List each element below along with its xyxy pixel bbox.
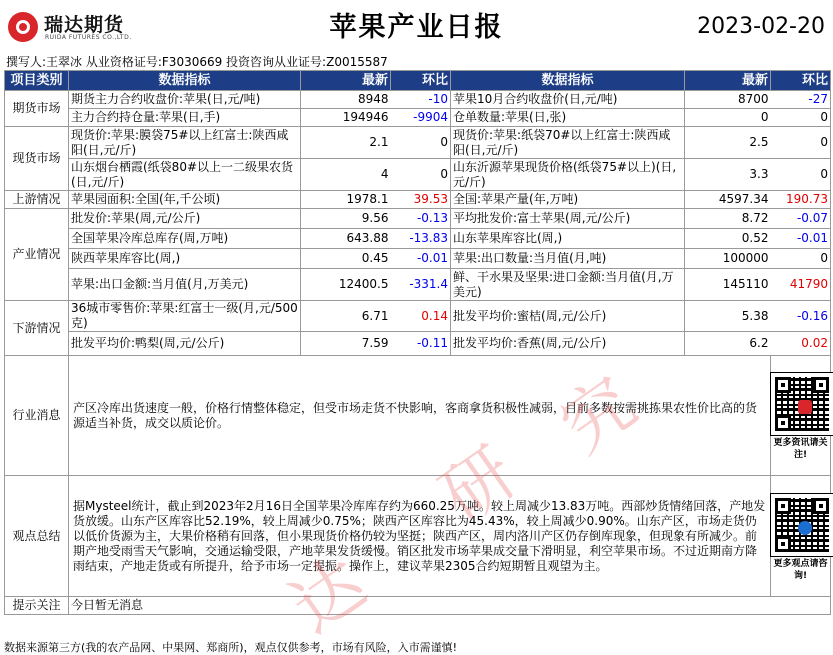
table-row <box>5 229 831 249</box>
col-indicator-left: 数据指标 <box>69 71 301 91</box>
table-row <box>5 301 831 332</box>
watermark: 究 <box>545 361 651 469</box>
latest-value: 3.3 <box>685 159 771 191</box>
indicator-name: 主力合约持仓量:苹果(日,手) <box>69 109 301 127</box>
change-value: -0.13 <box>391 209 451 229</box>
latest-value: 4 <box>301 159 391 191</box>
qr-cell-news <box>771 356 831 476</box>
latest-value: 0.52 <box>685 229 771 249</box>
table-row <box>5 159 831 191</box>
table-row <box>5 332 831 356</box>
latest-value: 0.45 <box>301 249 391 269</box>
indicator-name: 全国苹果冷库总库存(周,万吨) <box>69 229 301 249</box>
news-text: 产区冷库出货速度一般，价格行情整体稳定，但受市场走货不快影响，客商拿货积极性减弱，目前多数按需挑拣果农性价比高的货源适当补货，成交以质论价。 <box>69 356 771 476</box>
change-value: -0.16 <box>771 301 831 332</box>
table-row <box>5 109 831 127</box>
latest-value: 8700 <box>685 91 771 109</box>
latest-value: 8948 <box>301 91 391 109</box>
watermark: 研 <box>425 431 531 539</box>
indicator-name: 批发平均价:鸭梨(周,元/公斤) <box>69 332 301 356</box>
latest-value: 100000 <box>685 249 771 269</box>
category-view: 观点总结 <box>5 476 69 597</box>
col-indicator-right: 数据指标 <box>451 71 685 91</box>
col-category: 项目类别 <box>5 71 69 91</box>
footer-disclaimer: 数据来源第三方(我的农产品网、中果网、郑商所)，观点仅供参考，市场有风险，入市需谨慎! <box>4 641 457 654</box>
table-row <box>5 249 831 269</box>
table-row <box>5 269 831 301</box>
latest-value: 2.1 <box>301 127 391 159</box>
latest-value: 0 <box>685 109 771 127</box>
change-value: -13.83 <box>391 229 451 249</box>
latest-value: 9.56 <box>301 209 391 229</box>
change-value: 0.02 <box>771 332 831 356</box>
change-value: -10 <box>391 91 451 109</box>
category-futures: 期货市场 <box>5 91 69 127</box>
change-value: 0 <box>391 127 451 159</box>
logo-name: 瑞达期货 <box>44 14 125 36</box>
latest-value: 6.2 <box>685 332 771 356</box>
col-change-right: 环比 <box>771 71 831 91</box>
report-header <box>0 0 833 52</box>
page-title: 苹果产业日报 <box>329 12 504 43</box>
col-latest-right: 最新 <box>685 71 771 91</box>
latest-value: 5.38 <box>685 301 771 332</box>
indicator-name: 苹果10月合约收盘价(日,元/吨) <box>451 91 685 109</box>
change-value: 0 <box>771 109 831 127</box>
change-value: 41790 <box>771 269 831 301</box>
latest-value: 8.72 <box>685 209 771 229</box>
latest-value: 643.88 <box>301 229 391 249</box>
indicator-name: 现货价:苹果:纸袋70#以上红富士:陕西咸阳(日,元/斤) <box>451 127 685 159</box>
indicator-name: 现货价:苹果:膜袋75#以上红富士:陕西咸阳(日,元/斤) <box>69 127 301 159</box>
watermark: 达 <box>275 541 381 649</box>
table-row <box>5 209 831 229</box>
change-value: 0 <box>771 249 831 269</box>
indicator-name: 批发价:苹果(周,元/公斤) <box>69 209 301 229</box>
latest-value: 194946 <box>301 109 391 127</box>
change-value: -331.4 <box>391 269 451 301</box>
author-line: 撰写人:王翠冰 从业资格证号:F3030669 投资咨询从业证号:Z0015587 <box>6 55 388 69</box>
indicator-name: 苹果:出口金额:当月值(月,万美元) <box>69 269 301 301</box>
qr-caption: 更多观点请咨询! <box>773 558 828 581</box>
indicator-name: 苹果园面积:全国(年,千公顷) <box>69 191 301 209</box>
table-row <box>5 91 831 109</box>
col-latest-left: 最新 <box>301 71 391 91</box>
indicator-name: 苹果:出口数量:当月值(月,吨) <box>451 249 685 269</box>
change-value: 190.73 <box>771 191 831 209</box>
tips-row <box>5 597 831 615</box>
indicator-name: 山东烟台栖霞(纸袋80#以上一二级果农货(日,元/斤) <box>69 159 301 191</box>
qr-cell-view <box>771 476 831 597</box>
indicator-name: 山东苹果库容比(周,) <box>451 229 685 249</box>
col-change-left: 环比 <box>391 71 451 91</box>
table-row <box>5 127 831 159</box>
change-value: -0.01 <box>771 229 831 249</box>
view-text: 据Mysteel统计，截止到2023年2月16日全国苹果冷库库存约为660.25万吨。较上周减少13.83万吨。西部炒货情绪回落，产地发货放缓。山东产区库容比52.19%，较上周减少0.75%；陕西产区库容比为45.43%，较上周减少0.90%。山东产区，市场走货仍以低价货源为主，大果价格稍有回落，但小果现货价格仍较为坚挺；陕西产区，周内洛川产区仍存倒库现象，但现象有所减少。前期产地受雨雪天气影响，交通运输受限，产地苹果发货缓慢。销区批发市场苹果成交量下滑明显，利空苹果市场。不过近期南方降雨结束，产地走货或有所提升，给予市场一定提振。操作上，建议苹果2305合约短期暂且观望为主。 <box>69 476 771 597</box>
table-row <box>5 191 831 209</box>
qr-caption: 更多资讯请关注! <box>773 438 828 460</box>
category-spot: 现货市场 <box>5 127 69 191</box>
news-row <box>5 356 831 476</box>
view-row <box>5 476 831 597</box>
report-date: 2023-02-20 <box>697 14 825 39</box>
latest-value: 7.59 <box>301 332 391 356</box>
latest-value: 12400.5 <box>301 269 391 301</box>
category-downstream: 下游情况 <box>5 301 69 356</box>
logo-english: RUIDA FUTURES CO.,LTD. <box>45 34 132 41</box>
qr-code-icon <box>771 373 833 435</box>
indicator-name: 鲜、干水果及坚果:进口金额:当月值(月,万美元) <box>451 269 685 301</box>
latest-value: 145110 <box>685 269 771 301</box>
change-value: -0.07 <box>771 209 831 229</box>
indicator-name: 批发平均价:蜜桔(周,元/公斤) <box>451 301 685 332</box>
category-tips: 提示关注 <box>5 597 69 615</box>
change-value: -0.01 <box>391 249 451 269</box>
change-value: 0 <box>771 159 831 191</box>
indicator-name: 山东沂源苹果现货价格(纸袋75#以上)(日,元/斤) <box>451 159 685 191</box>
category-industry: 产业情况 <box>5 209 69 301</box>
indicator-name: 36城市零售价:苹果:红富士一级(月,元/500克) <box>69 301 301 332</box>
data-table <box>4 70 831 615</box>
indicator-name: 陕西苹果库容比(周,) <box>69 249 301 269</box>
change-value: 39.53 <box>391 191 451 209</box>
table-header-row <box>5 71 831 91</box>
change-value: -27 <box>771 91 831 109</box>
latest-value: 2.5 <box>685 127 771 159</box>
latest-value: 4597.34 <box>685 191 771 209</box>
indicator-name: 仓单数量:苹果(日,张) <box>451 109 685 127</box>
tips-text: 今日暂无消息 <box>69 597 831 615</box>
change-value: 0.14 <box>391 301 451 332</box>
category-news: 行业消息 <box>5 356 69 476</box>
qr-code-icon <box>771 494 833 556</box>
indicator-name: 平均批发价:富士苹果(周,元/公斤) <box>451 209 685 229</box>
indicator-name: 全国:苹果产量(年,万吨) <box>451 191 685 209</box>
change-value: 0 <box>771 127 831 159</box>
change-value: -9904 <box>391 109 451 127</box>
indicator-name: 期货主力合约收盘价:苹果(日,元/吨) <box>69 91 301 109</box>
category-upstream: 上游情况 <box>5 191 69 209</box>
latest-value: 6.71 <box>301 301 391 332</box>
indicator-name: 批发平均价:香蕉(周,元/公斤) <box>451 332 685 356</box>
change-value: -0.11 <box>391 332 451 356</box>
latest-value: 1978.1 <box>301 191 391 209</box>
change-value: 0 <box>391 159 451 191</box>
